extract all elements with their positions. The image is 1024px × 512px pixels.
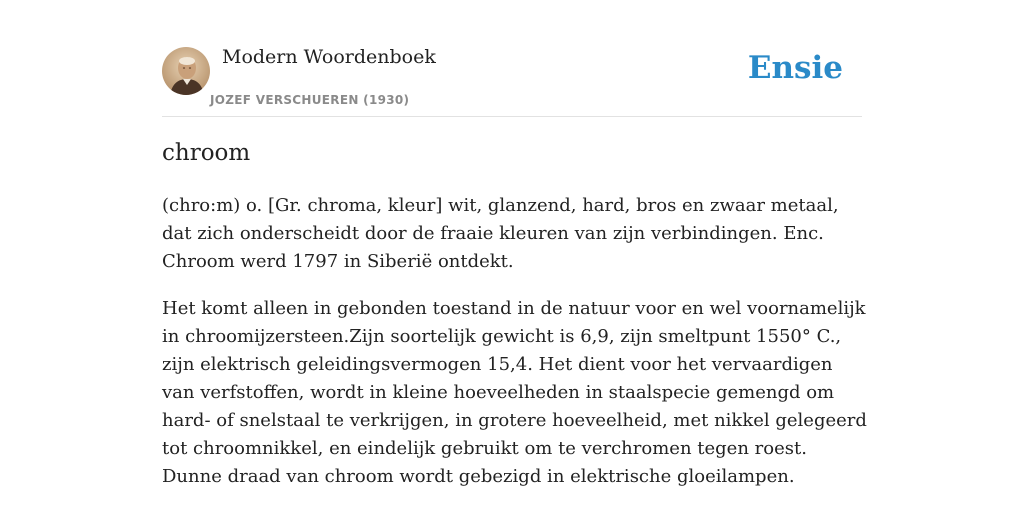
author-portrait-icon	[162, 47, 210, 95]
entry-body	[162, 192, 867, 510]
page-header	[162, 44, 862, 117]
author-avatar[interactable]	[162, 47, 210, 95]
entry-paragraph: (chro:m) o. [Gr. chroma, kleur] wit, glanzend, hard, bros en zwaar metaal, dat zich onderscheidt door de fraaie kleuren van zijn verbindingen. Enc. Chroom werd 1797 in Siberië ontdekt.	[162, 195, 839, 272]
entry-paragraph: Het komt alleen in gebonden toestand in de natuur voor en wel voornamelijk in chroomijzersteen.Zijn soortelijk gewicht is 6,9, zijn smeltpunt 1550° C., zijn elektrisch geleidingsvermogen 15,4. Het dient voor het vervaardigen van verfstoffen, wordt in kleine hoeveelheden in staalspecie gemengd om hard- of snelstaal te verkrijgen, in grotere hoeveelheid, met nikkel gelegeerd tot chroomnikkel, en eindelijk gebruikt om te verchromen tegen roest. Dunne draad van chroom wordt gebezigd in elektrische gloeilampen.	[162, 298, 867, 487]
brand-logo[interactable]: Ensie	[747, 50, 843, 86]
book-title[interactable]: Modern Woordenboek	[222, 46, 436, 68]
entry-title: chroom	[162, 140, 251, 166]
author-name[interactable]: JOZEF VERSCHUEREN (1930)	[210, 93, 410, 107]
